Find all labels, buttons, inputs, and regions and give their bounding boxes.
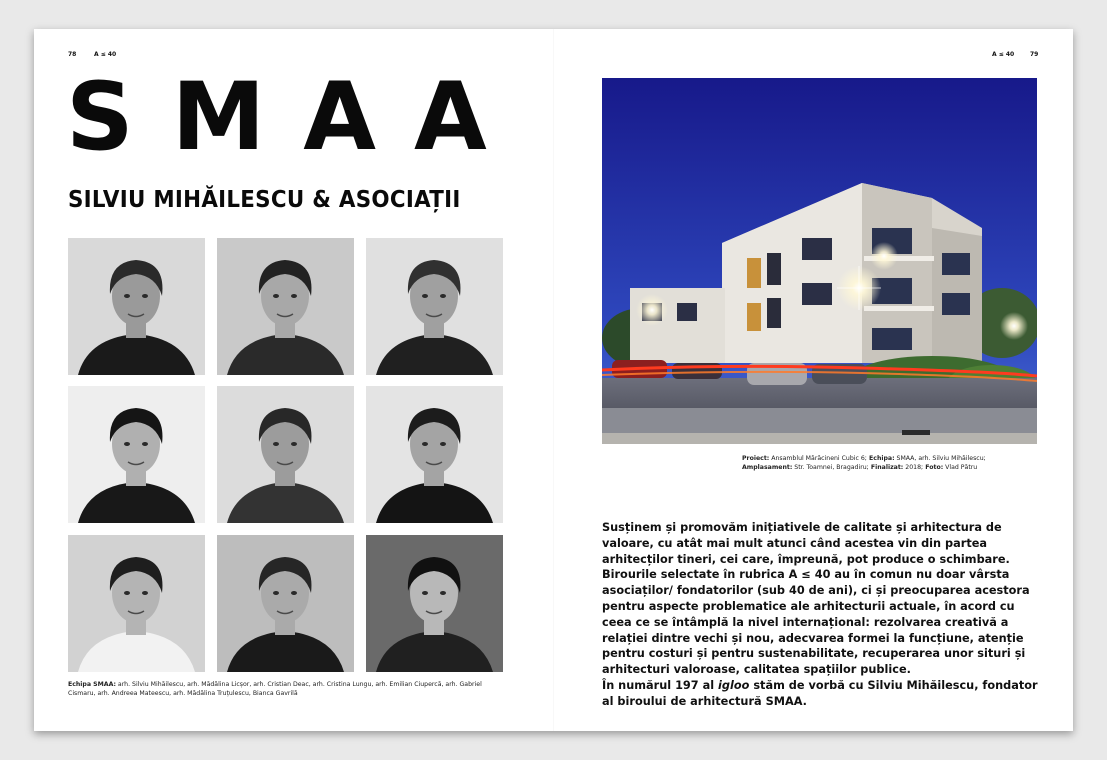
portrait-photo: [68, 238, 205, 375]
finished-value: 2018;: [903, 464, 924, 471]
article-subtitle: SILVIU MIHĂILESCU & ASOCIAȚII: [68, 187, 461, 213]
portrait-6: [366, 386, 503, 523]
portrait-photo: [68, 386, 205, 523]
portrait-photo: [217, 535, 354, 672]
portrait-photo: [366, 386, 503, 523]
intro-paragraph-1: Susținem și promovăm inițiativele de calitate și arhitectura de valoare, cu atât mai mult atunci când acestea vin din partea arhitecților tineri, cei care, împreună, pot produce o schimbare.: [602, 521, 1010, 566]
page-number-left: 78: [68, 51, 77, 58]
finished-label: Finalizat:: [868, 464, 904, 471]
apartment-building-night-photo: [602, 78, 1037, 444]
intro-paragraph-2: Birourile selectate în rubrica A ≤ 40 au în comun nu doar vârsta asociaților/ fondatorilor (sub 40 de ani), ci și preocuparea acestora pentru aspecte problematice ale arhitecturii actuale, în acord cu ceea ce se întâmplă la nivel internațional: rezolvarea creativă a relației dintre vechi și nou, adecvarea formei la funcțiune, atenție pentru costuri și pentru sustenabilitate, recuperarea unor situri și arhitecturi valoroase, calitatea spațiilor publice.: [602, 568, 1030, 677]
portrait-8: [217, 535, 354, 672]
intro-p3-start: În numărul 197 al: [602, 678, 719, 692]
team-caption-text: arh. Silviu Mihăilescu, arh. Mădălina Licșor, arh. Cristian Deac, arh. Cristina Lungu, arh. Emilian Ciupercă, arh. Gabriel Cismaru, arh. Andreea Mateescu, arh. Mădălina Truțulescu, Bianca Gavrilă: [68, 681, 482, 697]
team-caption-label: Echipa SMAA:: [68, 681, 116, 688]
article-title: SMAA: [66, 63, 525, 172]
intro-text: [602, 520, 1042, 710]
portrait-2: [217, 238, 354, 375]
project-label: Proiect:: [742, 455, 770, 462]
portrait-photo: [68, 535, 205, 672]
page-number-right: 79: [1030, 51, 1039, 58]
section-label-right: A ≤ 40: [992, 51, 1015, 58]
portrait-3: [366, 238, 503, 375]
portrait-photo: [366, 535, 503, 672]
portrait-photo: [217, 386, 354, 523]
team-value: SMAA, arh. Silviu Mihăilescu;: [894, 455, 986, 462]
location-value: Str. Toamnei, Bragadiru;: [792, 464, 869, 471]
portrait-photo: [366, 238, 503, 375]
portrait-photo: [217, 238, 354, 375]
intro-p3-end: stăm de vorbă cu Silviu Mihăilescu, fondator al biroului de arhitectură SMAA.: [602, 678, 1038, 708]
magazine-spread: [34, 29, 1073, 731]
project-value: Ansamblul Mărăcineni Cubic 6;: [769, 455, 867, 462]
portrait-4: [68, 386, 205, 523]
portrait-1: [68, 238, 205, 375]
magazine-name: igloo: [718, 678, 750, 692]
portrait-5: [217, 386, 354, 523]
location-label: Amplasament:: [742, 464, 793, 471]
project-photo: [602, 78, 1037, 444]
project-caption: [742, 454, 1042, 472]
portrait-9: [366, 535, 503, 672]
page-fold: [553, 29, 554, 731]
photo-label: Foto:: [923, 464, 944, 471]
intro-paragraph-3: [602, 678, 1042, 710]
team-caption: [68, 680, 508, 698]
team-label: Echipa:: [866, 455, 895, 462]
photo-value: Vlad Pătru: [943, 464, 978, 471]
portrait-7: [68, 535, 205, 672]
section-label-left: A ≤ 40: [94, 51, 117, 58]
